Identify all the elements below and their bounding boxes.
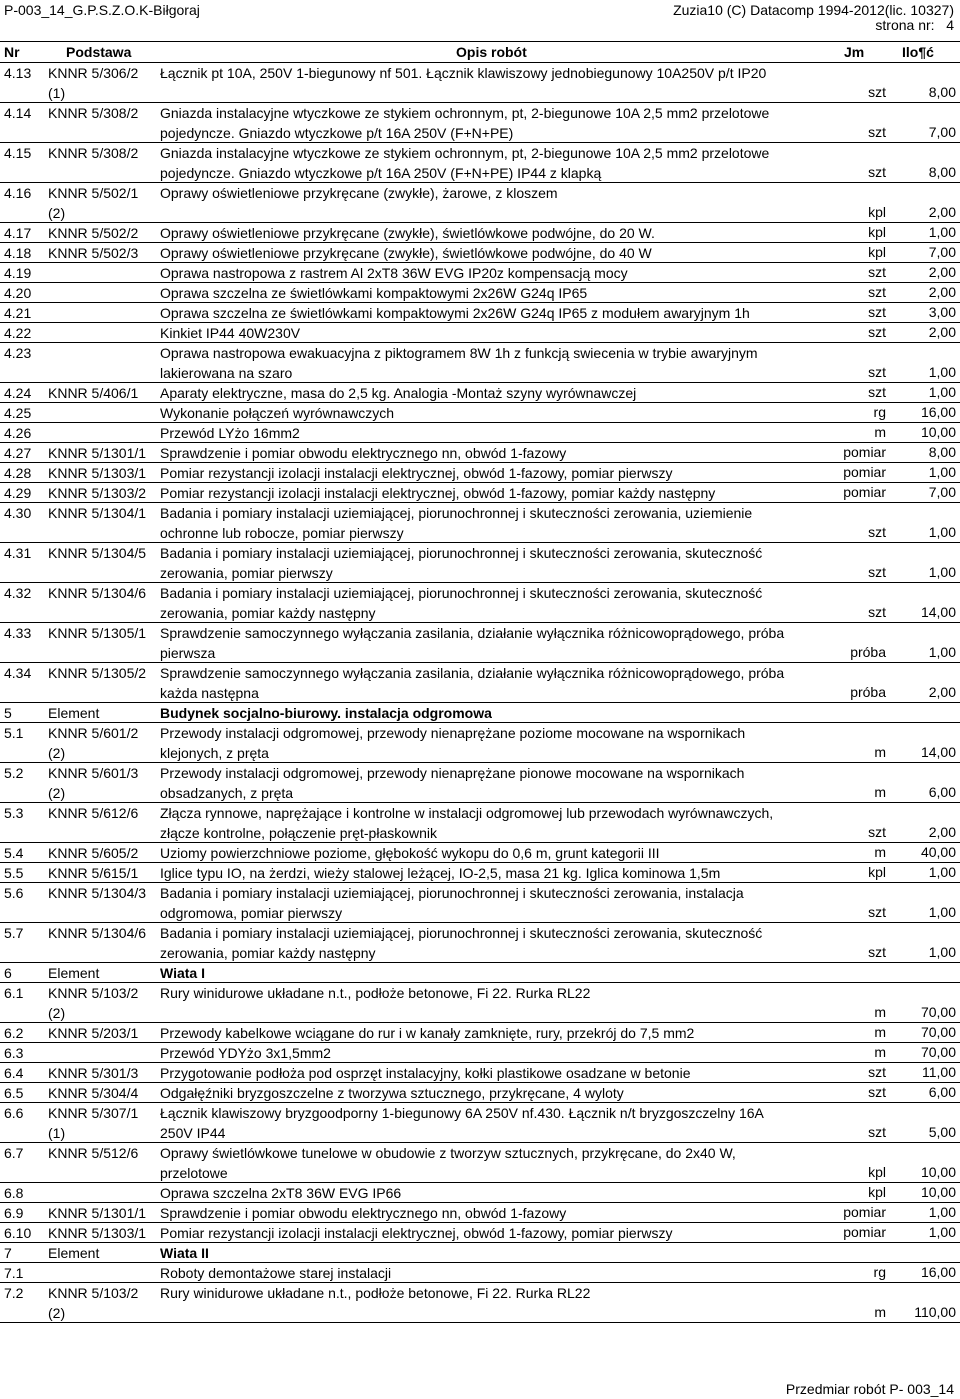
- cell-podstawa: KNNR 5/1304/5: [48, 545, 147, 561]
- table-row: [0, 303, 960, 323]
- table-row: [0, 723, 960, 763]
- cell-nr: 5: [4, 705, 12, 721]
- cell-podstawa: KNNR 5/304/4: [48, 1085, 139, 1101]
- table-row: [0, 323, 960, 343]
- cell-opis: Pomiar rezystancji izolacji instalacji elektrycznej, obwód 1-fazowy, pomiar pierwszy: [160, 465, 673, 481]
- cell-podstawa: KNNR 5/1305/2: [48, 665, 147, 681]
- cell-jm: m: [874, 1304, 886, 1320]
- table-row: [0, 863, 960, 883]
- cell-podstawa: KNNR 5/307/1 (1): [48, 1105, 139, 1141]
- cell-ilosc: 70,00: [920, 1004, 956, 1020]
- table-row: [0, 463, 960, 483]
- cell-jm: szt: [868, 324, 886, 340]
- table-row: [0, 763, 960, 803]
- cell-ilosc: 2,00: [928, 264, 956, 280]
- cell-podstawa: KNNR 5/612/6: [48, 805, 139, 821]
- table-row: [0, 483, 960, 503]
- cell-nr: 4.20: [4, 285, 32, 301]
- cell-nr: 6: [4, 965, 12, 981]
- section-row: [0, 703, 960, 723]
- cell-podstawa: KNNR 5/1304/1: [48, 505, 147, 521]
- cell-nr: 4.21: [4, 305, 32, 321]
- cell-podstawa: KNNR 5/615/1: [48, 865, 139, 881]
- column-header-nr: Nr: [4, 44, 20, 60]
- cell-jm: kpl: [868, 1164, 886, 1180]
- table-row: [0, 983, 960, 1023]
- cell-podstawa: KNNR 5/1304/3: [48, 885, 147, 901]
- cell-jm: kpl: [868, 244, 886, 260]
- page-label: strona nr:: [875, 17, 935, 33]
- cell-nr: 5.1: [4, 725, 24, 741]
- cell-podstawa: KNNR 5/103/2 (2): [48, 985, 139, 1021]
- table-row: [0, 383, 960, 403]
- cell-jm: pomiar: [843, 1204, 886, 1220]
- cell-opis: Przewody instalacji odgromowej, przewody nienaprężane poziome mocowane na wspornikach klejonych, z pręta: [160, 725, 746, 761]
- cell-jm: szt: [868, 264, 886, 280]
- table-row: [0, 183, 960, 223]
- cell-podstawa: Element: [48, 1245, 100, 1261]
- cell-ilosc: 8,00: [928, 444, 956, 460]
- cell-ilosc: 10,00: [920, 1184, 956, 1200]
- cell-opis: Oprawa szczelna ze świetlówkami kompaktowymi 2x26W G24q IP65: [160, 285, 588, 301]
- cell-jm: m: [874, 744, 886, 760]
- cell-opis: Rury winidurowe układane n.t., podłoże betonowe, Fi 22. Rurka RL22: [160, 1285, 591, 1301]
- cell-nr: 6.10: [4, 1225, 32, 1241]
- cell-opis: Przewód YDYżo 3x1,5mm2: [160, 1045, 331, 1061]
- cell-ilosc: 6,00: [928, 1084, 956, 1100]
- cell-nr: 4.14: [4, 105, 32, 121]
- cell-ilosc: 2,00: [928, 824, 956, 840]
- cell-jm: szt: [868, 1064, 886, 1080]
- table-row: [0, 503, 960, 543]
- table-row: [0, 1283, 960, 1323]
- cell-jm: m: [874, 1024, 886, 1040]
- document-title: P-003_14_G.P.S.Z.O.K-Biłgoraj: [4, 2, 200, 18]
- cell-podstawa: KNNR 5/601/3 (2): [48, 765, 139, 801]
- table-row: [0, 923, 960, 963]
- cell-nr: 7.1: [4, 1265, 24, 1281]
- cell-jm: szt: [868, 524, 886, 540]
- cell-nr: 4.28: [4, 465, 32, 481]
- cell-opis: Badania i pomiary instalacji uziemiającej, piorunochronnej i skuteczności zerowania, instalacja odgromowa, pomiar pierwszy: [160, 885, 744, 921]
- cell-opis: Pomiar rezystancji izolacji instalacji elektrycznej, obwód 1-fazowy, pomiar każdy następny: [160, 485, 716, 501]
- cell-opis: Oprawa szczelna 2xT8 36W EVG IP66: [160, 1185, 402, 1201]
- cell-ilosc: 1,00: [928, 944, 956, 960]
- table-row: [0, 543, 960, 583]
- cell-nr: 4.33: [4, 625, 32, 641]
- cell-ilosc: 3,00: [928, 304, 956, 320]
- cell-jm: rg: [873, 1264, 886, 1280]
- cell-ilosc: 1,00: [928, 644, 956, 660]
- table-row: [0, 1143, 960, 1183]
- table-row: [0, 623, 960, 663]
- cell-jm: kpl: [868, 1184, 886, 1200]
- table-row: [0, 843, 960, 863]
- table-row: [0, 223, 960, 243]
- cell-podstawa: KNNR 5/1301/1: [48, 1205, 147, 1221]
- cell-ilosc: 70,00: [920, 1024, 956, 1040]
- cell-nr: 4.32: [4, 585, 32, 601]
- page-value: 4: [946, 17, 954, 33]
- cell-opis: Kinkiet IP44 40W230V: [160, 325, 301, 341]
- cell-opis: Badania i pomiary instalacji uziemiającej, piorunochronnej i skuteczności zerowania, uziemienie ochronne lub robocze, pomiar pierwszy: [160, 505, 753, 541]
- cell-jm: pomiar: [843, 464, 886, 480]
- cell-ilosc: 16,00: [920, 1264, 956, 1280]
- cell-podstawa: KNNR 5/1303/2: [48, 485, 147, 501]
- cell-nr: 4.26: [4, 425, 32, 441]
- cell-ilosc: 14,00: [920, 744, 956, 760]
- cell-ilosc: 2,00: [928, 324, 956, 340]
- cell-opis: Oprawy oświetleniowe przykręcane (zwykłe), świetlówkowe podwójne, do 20 W.: [160, 225, 655, 241]
- table-row: [0, 663, 960, 703]
- cell-nr: 4.17: [4, 225, 32, 241]
- cell-opis: Oprawa nastropowa z rastrem Al 2xT8 36W EVG IP20z kompensacją mocy: [160, 265, 628, 281]
- cell-ilosc: 8,00: [928, 84, 956, 100]
- table-row: [0, 1183, 960, 1203]
- cell-ilosc: 7,00: [928, 244, 956, 260]
- cell-nr: 4.15: [4, 145, 32, 161]
- cell-ilosc: 2,00: [928, 284, 956, 300]
- cell-nr: 6.8: [4, 1185, 24, 1201]
- cell-nr: 5.3: [4, 805, 24, 821]
- cell-opis: Uziomy powierzchniowe poziome, głębokość wykopu do 0,6 m, grunt kategorii III: [160, 845, 660, 861]
- table-header: [0, 41, 960, 63]
- cell-jm: szt: [868, 604, 886, 620]
- cell-nr: 7: [4, 1245, 12, 1261]
- cell-podstawa: KNNR 5/502/1 (2): [48, 185, 139, 221]
- cell-nr: 5.2: [4, 765, 24, 781]
- cell-nr: 4.30: [4, 505, 32, 521]
- table-row: [0, 283, 960, 303]
- cell-ilosc: 10,00: [920, 1164, 956, 1180]
- table-row: [0, 63, 960, 103]
- cell-ilosc: 40,00: [920, 844, 956, 860]
- cell-opis: Oprawy oświetleniowe przykręcane (zwykłe), żarowe, z kloszem: [160, 185, 558, 201]
- cell-podstawa: KNNR 5/301/3: [48, 1065, 139, 1081]
- cell-jm: szt: [868, 944, 886, 960]
- cell-ilosc: 7,00: [928, 484, 956, 500]
- cell-opis: Badania i pomiary instalacji uziemiającej, piorunochronnej i skuteczności zerowania, skuteczność zerowania, pomiar każdy następny: [160, 585, 763, 621]
- cell-ilosc: 8,00: [928, 164, 956, 180]
- cell-podstawa: KNNR 5/406/1: [48, 385, 139, 401]
- cell-ilosc: 11,00: [922, 1064, 956, 1080]
- cell-opis: Oprawa nastropowa ewakuacyjna z piktogramem 8W 1h z funkcją swiecenia w trybie awaryjnym lakierowana na szaro: [160, 345, 758, 381]
- cell-podstawa: KNNR 5/308/2: [48, 105, 139, 121]
- cell-opis: Oprawa szczelna ze świetlówkami kompaktowymi 2x26W G24q IP65 z modułem awaryjnym 1h: [160, 305, 750, 321]
- cell-jm: szt: [868, 304, 886, 320]
- section-row: [0, 1243, 960, 1263]
- cell-nr: 5.5: [4, 865, 24, 881]
- cell-podstawa: KNNR 5/308/2: [48, 145, 139, 161]
- cell-opis: Przygotowanie podłoża pod osprzęt instalacyjny, kołki plastikowe osadzane w betonie: [160, 1065, 691, 1081]
- cell-opis: Sprawdzenie samoczynnego wyłączania zasilania, działanie wyłącznika różnicowoprądowego, próba pierwsza: [160, 625, 785, 661]
- cell-jm: szt: [868, 1124, 886, 1140]
- page-number: [875, 17, 954, 34]
- cell-ilosc: 1,00: [928, 224, 956, 240]
- cell-podstawa: KNNR 5/1305/1: [48, 625, 147, 641]
- cell-opis: Sprawdzenie i pomiar obwodu elektrycznego nn, obwód 1-fazowy: [160, 445, 567, 461]
- cell-nr: 4.18: [4, 245, 32, 261]
- cell-opis: Roboty demontażowe starej instalacji: [160, 1265, 392, 1281]
- cell-podstawa: KNNR 5/103/2 (2): [48, 1285, 139, 1321]
- cell-opis: Aparaty elektryczne, masa do 2,5 kg. Analogia -Montaż szyny wyrównawczej: [160, 385, 637, 401]
- cell-jm: pomiar: [843, 444, 886, 460]
- section-row: [0, 963, 960, 983]
- cell-jm: szt: [868, 1084, 886, 1100]
- cell-opis: Budynek socjalno-biurowy. instalacja odgromowa: [160, 705, 492, 721]
- cell-opis: Wykonanie połączeń wyrównawczych: [160, 405, 395, 421]
- cell-ilosc: 1,00: [928, 904, 956, 920]
- table-row: [0, 243, 960, 263]
- cell-opis: Oprawy oświetleniowe przykręcane (zwykłe), świetlówkowe podwójne, do 40 W: [160, 245, 652, 261]
- cell-opis: Oprawy świetlówkowe tunelowe w obudowie z tworzyw sztucznych, przykręcane, do 2x40 W, przelotowe: [160, 1145, 736, 1181]
- cell-jm: szt: [868, 124, 886, 140]
- cell-opis: Rury winidurowe układane n.t., podłoże betonowe, Fi 22. Rurka RL22: [160, 985, 591, 1001]
- cell-opis: Pomiar rezystancji izolacji instalacji elektrycznej, obwód 1-fazowy, pomiar pierwszy: [160, 1225, 673, 1241]
- cell-ilosc: 1,00: [928, 364, 956, 380]
- cell-podstawa: KNNR 5/306/2 (1): [48, 65, 139, 101]
- table-row: [0, 1103, 960, 1143]
- cell-podstawa: KNNR 5/502/2: [48, 225, 139, 241]
- table-row: [0, 423, 960, 443]
- cell-nr: 6.2: [4, 1025, 24, 1041]
- column-header-opis: Opis robót: [456, 44, 527, 60]
- cell-nr: 4.34: [4, 665, 32, 681]
- cell-jm: szt: [868, 364, 886, 380]
- cell-podstawa: Element: [48, 965, 100, 981]
- cell-ilosc: 5,00: [928, 1124, 956, 1140]
- table-row: [0, 883, 960, 923]
- cell-ilosc: 70,00: [920, 1044, 956, 1060]
- cell-ilosc: 14,00: [920, 604, 956, 620]
- table-row: [0, 1063, 960, 1083]
- cell-podstawa: KNNR 5/605/2: [48, 845, 139, 861]
- cell-nr: 6.9: [4, 1205, 24, 1221]
- table-row: [0, 403, 960, 423]
- table-row: [0, 1083, 960, 1103]
- cell-jm: kpl: [868, 224, 886, 240]
- cell-ilosc: 10,00: [920, 424, 956, 440]
- cell-podstawa: KNNR 5/512/6: [48, 1145, 139, 1161]
- cell-jm: szt: [868, 384, 886, 400]
- cell-nr: 4.29: [4, 485, 32, 501]
- cell-jm: kpl: [868, 864, 886, 880]
- cell-nr: 4.31: [4, 545, 32, 561]
- column-header-podstawa: Podstawa: [66, 44, 132, 60]
- cell-opis: Przewody instalacji odgromowej, przewody nienaprężane pionowe mocowane na wspornikach obsadzanych, z pręta: [160, 765, 745, 801]
- cell-jm: szt: [868, 284, 886, 300]
- cell-podstawa: KNNR 5/1301/1: [48, 445, 147, 461]
- cell-nr: 5.6: [4, 885, 24, 901]
- cell-nr: 6.5: [4, 1085, 24, 1101]
- table-row: [0, 103, 960, 143]
- cell-nr: 4.23: [4, 345, 32, 361]
- cell-opis: Odgałęźniki bryzgoszczelne z tworzywa sztucznego, przykręcane, 4 wyloty: [160, 1085, 624, 1101]
- cell-ilosc: 7,00: [928, 124, 956, 140]
- cell-jm: próba: [850, 644, 886, 660]
- cell-opis: Przewody kabelkowe wciągane do rur i w kanały zamknięte, rury, przekrój do 7,5 mm2: [160, 1025, 695, 1041]
- cell-nr: 4.25: [4, 405, 32, 421]
- column-header-ilosc: Ilo¶ć: [902, 44, 934, 60]
- cell-opis: Wiata II: [160, 1245, 209, 1261]
- cell-nr: 4.19: [4, 265, 32, 281]
- cell-nr: 5.4: [4, 845, 24, 861]
- cell-ilosc: 1,00: [928, 524, 956, 540]
- table-row: [0, 1263, 960, 1283]
- cell-jm: próba: [850, 684, 886, 700]
- cell-nr: 4.16: [4, 185, 32, 201]
- cell-jm: m: [874, 844, 886, 860]
- cell-nr: 5.7: [4, 925, 24, 941]
- table-row: [0, 1203, 960, 1223]
- cell-opis: Wiata I: [160, 965, 205, 981]
- cell-jm: m: [874, 1044, 886, 1060]
- table-row: [0, 1043, 960, 1063]
- cell-nr: 7.2: [4, 1285, 24, 1301]
- cell-nr: 4.24: [4, 385, 32, 401]
- table-row: [0, 1023, 960, 1043]
- cell-jm: szt: [868, 564, 886, 580]
- cell-ilosc: 2,00: [928, 204, 956, 220]
- cell-nr: 4.13: [4, 65, 32, 81]
- cell-podstawa: KNNR 5/1303/1: [48, 465, 147, 481]
- cell-ilosc: 1,00: [928, 384, 956, 400]
- table-row: [0, 443, 960, 463]
- cell-jm: pomiar: [843, 484, 886, 500]
- table-row: [0, 263, 960, 283]
- cell-podstawa: KNNR 5/502/3: [48, 245, 139, 261]
- cell-opis: Badania i pomiary instalacji uziemiającej, piorunochronnej i skuteczności zerowania, skuteczność zerowania, pomiar pierwszy: [160, 545, 763, 581]
- cell-ilosc: 1,00: [928, 564, 956, 580]
- cell-podstawa: KNNR 5/1303/1: [48, 1225, 147, 1241]
- cell-opis: Łącznik pt 10A, 250V 1-biegunowy nf 501. Łącznik klawiszowy jednobiegunowy 10A250V p/t IP20: [160, 65, 767, 81]
- cell-nr: 6.1: [4, 985, 24, 1001]
- cell-opis: Iglice typu IO, na żerdzi, wieży stalowej leżącej, IO-2,5, masa 21 kg. Iglica kominowa 1,5m: [160, 865, 721, 881]
- cell-podstawa: KNNR 5/1304/6: [48, 925, 147, 941]
- cell-opis: Złącza rynnowe, naprężające i kontrolne w instalacji odgromowej lub przewodach wyrównawczych, złącze kontrolne, połączenie pręt-płaskownik: [160, 805, 774, 841]
- cell-nr: 4.27: [4, 445, 32, 461]
- cell-jm: szt: [868, 824, 886, 840]
- table-row: [0, 343, 960, 383]
- cell-nr: 6.3: [4, 1045, 24, 1061]
- cell-nr: 6.4: [4, 1065, 24, 1081]
- cell-jm: pomiar: [843, 1224, 886, 1240]
- cell-jm: m: [874, 1004, 886, 1020]
- cell-podstawa: KNNR 5/601/2 (2): [48, 725, 139, 761]
- cell-jm: rg: [873, 404, 886, 420]
- cell-podstawa: KNNR 5/203/1: [48, 1025, 139, 1041]
- cell-jm: m: [874, 784, 886, 800]
- cell-jm: szt: [868, 164, 886, 180]
- software-license: Zuzia10 (C) Datacomp 1994-2012(lic. 10327): [673, 2, 954, 18]
- cell-nr: 4.22: [4, 325, 32, 341]
- column-header-jm: Jm: [844, 44, 865, 60]
- cell-ilosc: 1,00: [928, 864, 956, 880]
- cell-nr: 6.6: [4, 1105, 24, 1121]
- cell-opis: Łącznik klawiszowy bryzgoodporny 1-biegunowy 6A 250V nf.430. Łącznik n/t bryzgoszczelny 16A 250V IP44: [160, 1105, 764, 1141]
- cell-ilosc: 110,00: [914, 1304, 956, 1320]
- table-row: [0, 583, 960, 623]
- cell-podstawa: KNNR 5/1304/6: [48, 585, 147, 601]
- cell-ilosc: 1,00: [928, 1204, 956, 1220]
- cell-ilosc: 1,00: [928, 464, 956, 480]
- table-row: [0, 1223, 960, 1243]
- cell-ilosc: 1,00: [928, 1224, 956, 1240]
- cell-jm: m: [874, 424, 886, 440]
- cell-opis: Przewód LYżo 16mm2: [160, 425, 300, 441]
- cell-opis: Badania i pomiary instalacji uziemiającej, piorunochronnej i skuteczności zerowania, skuteczność zerowania, pomiar każdy następny: [160, 925, 763, 961]
- cell-jm: szt: [868, 904, 886, 920]
- cell-ilosc: 16,00: [920, 404, 956, 420]
- cell-nr: 6.7: [4, 1145, 24, 1161]
- table-row: [0, 803, 960, 843]
- cell-jm: szt: [868, 84, 886, 100]
- table-row: [0, 143, 960, 183]
- cell-podstawa: Element: [48, 705, 100, 721]
- cell-opis: Sprawdzenie samoczynnego wyłączania zasilania, działanie wyłącznika różnicowoprądowego, próba każda następna: [160, 665, 785, 701]
- cell-ilosc: 6,00: [928, 784, 956, 800]
- cell-opis: Gniazda instalacyjne wtyczkowe ze stykiem ochronnym, pt, 2-biegunowe 10A 2,5 mm2 przelotowe pojedyncze. Gniazdo wtyczkowe p/t 16A 250V (F+N+PE) IP44 z klapką: [160, 145, 770, 181]
- cell-opis: Gniazda instalacyjne wtyczkowe ze stykiem ochronnym, pt, 2-biegunowe 10A 2,5 mm2 przelotowe pojedyncze. Gniazdo wtyczkowe p/t 16A 250V (F+N+PE): [160, 105, 770, 141]
- cell-jm: kpl: [868, 204, 886, 220]
- page-footer: Przedmiar robót P- 003_14: [785, 1381, 954, 1397]
- cell-ilosc: 2,00: [928, 684, 956, 700]
- cell-opis: Sprawdzenie i pomiar obwodu elektrycznego nn, obwód 1-fazowy: [160, 1205, 567, 1221]
